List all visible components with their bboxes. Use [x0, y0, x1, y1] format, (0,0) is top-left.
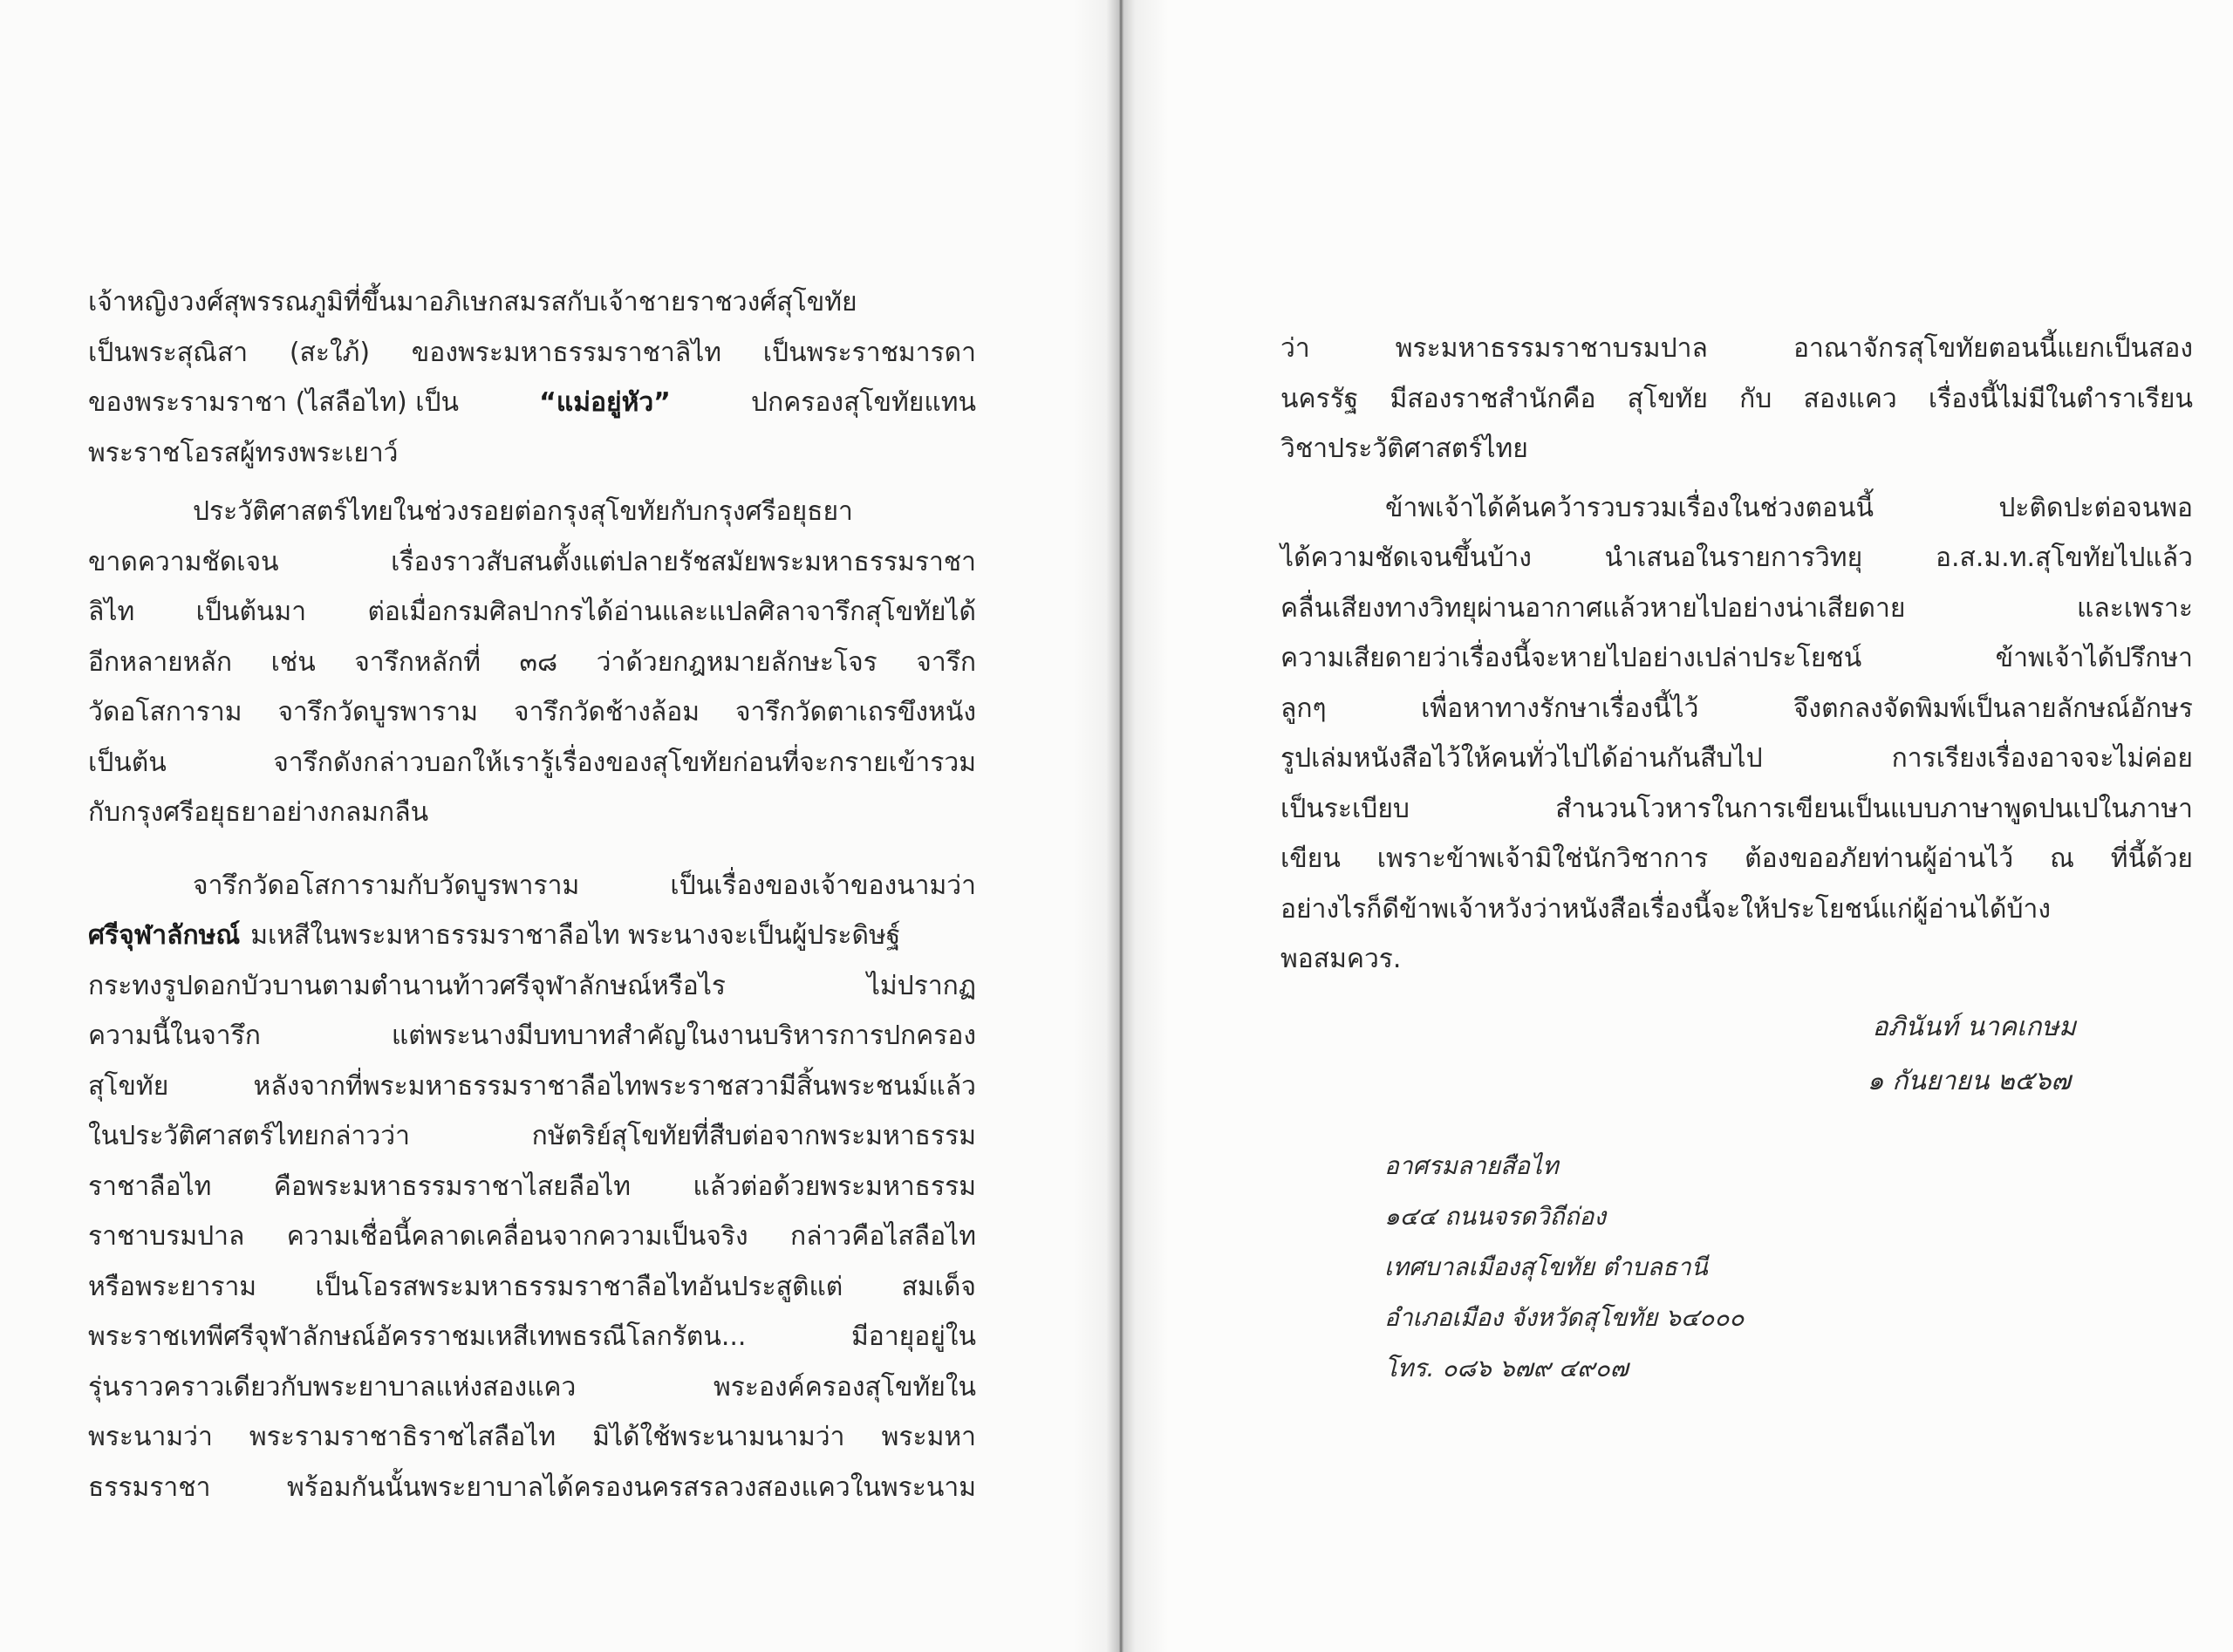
text-line: จารึกวัดอโสการามกับวัดบูรพาราม เป็นเรื่องของเจ้าของนามว่า	[193, 870, 976, 901]
text-line: รูปเล่มหนังสือไว้ให้คนทั่วไปได้อ่านกันสืบไป การเรียงเรื่องอาจจะไม่ค่อย	[1280, 743, 2193, 774]
paragraph-3	[88, 861, 976, 1513]
text-segment: ของพระรามราชา (ไสลือไท) เป็น	[88, 387, 460, 418]
paragraph-gap	[88, 838, 976, 861]
left-page-text	[88, 277, 976, 1512]
text-line: ราชาลือไท คือพระมหาธรรมราชาไสยลือไท แล้วต่อด้วยพระมหาธรรม	[88, 1171, 976, 1202]
address-line: อาศรมลายสือไท	[1384, 1151, 1559, 1180]
text-line	[88, 378, 976, 428]
text-line: ความเสียดายว่าเรื่องนี้จะหายไปอย่างเปล่าประโยชน์ ข้าพเจ้าได้ปรึกษา	[1280, 643, 2193, 673]
text-line: พระราชโอรสผู้ทรงพระเยาว์	[88, 437, 399, 468]
author-address	[1384, 1141, 1745, 1394]
text-line: ได้ความชัดเจนขึ้นบ้าง นำเสนอในรายการวิทยุ อ.ส.ม.ท.สุโขทัยไปแล้ว	[1280, 543, 2193, 573]
address-line: ๑๔๔ ถนนจรดวิถีถ่อง	[1384, 1202, 1607, 1231]
paragraph-gap	[1280, 474, 2193, 483]
text-line: เป็นต้น จารึกดังกล่าวบอกให้เรารู้เรื่องของสุโขทัยก่อนที่จะกรายเข้ารวม	[88, 747, 976, 778]
text-line: รุ่นราวคราวเดียวกับพระยาบาลแห่งสองแคว พระองค์ครองสุโขทัยใน	[88, 1371, 976, 1403]
text-segment: มเหสีในพระมหาธรรมราชาลือไท พระนางจะเป็นผู้ประดิษฐ์	[250, 920, 901, 951]
right-page-text	[1280, 324, 2193, 985]
text-line: ข้าพเจ้าได้ค้นคว้ารวบรวมเรื่องในช่วงตอนนี้ ปะติดปะต่อจนพอ	[1385, 492, 2193, 523]
text-line: คลื่นเสียงทางวิทยุผ่านอากาศแล้วหายไปอย่างน่าเสียดาย และเพราะ	[1280, 592, 2193, 624]
text-line: ประวัติศาสตร์ไทยในช่วงรอยต่อกรุงสุโขทัยกับกรุงศรีอยุธยา	[193, 496, 853, 527]
paragraph-r2	[1280, 483, 2193, 985]
text-line: นครรัฐ มีสองราชสำนักคือ สุโขทัย กับ สองแคว เรื่องนี้ไม่มีในตำราเรียน	[1280, 383, 2193, 414]
text-line: เขียน เพราะข้าพเจ้ามิใช่นักวิชาการ ต้องขออภัยท่านผู้อ่านไว้ ณ ที่นี้ด้วย	[1280, 843, 2193, 874]
book-gutter	[1073, 0, 1169, 1652]
bold-term-sri-chulalak: ศรีจุฬาลักษณ์	[88, 920, 241, 951]
text-line: พอสมควร.	[1280, 944, 1402, 974]
address-line: โทร. ๐๘๖ ๖๗๙ ๔๙๐๗	[1384, 1354, 1629, 1382]
text-line: ความนี้ในจารึก แต่พระนางมีบทบาทสำคัญในงานบริหารการปกครอง	[88, 1021, 976, 1051]
paragraph-1	[88, 277, 976, 478]
text-line: เป็นพระสุณิสา (สะใภ้) ของพระมหาธรรมราชาลิไท เป็นพระราชมารดา	[88, 337, 976, 368]
text-segment: ปกครองสุโขทัยแทน	[751, 387, 976, 418]
text-line: ว่า พระมหาธรรมราชาบรมปาล อาณาจักรสุโขทัยตอนนี้แยกเป็นสอง	[1280, 333, 2193, 364]
address-line: เทศบาลเมืองสุโขทัย ตำบลธานี	[1384, 1253, 1708, 1281]
text-line: หรือพระยาราม เป็นโอรสพระมหาธรรมราชาลือไทอันประสูติแต่ สมเด็จ	[88, 1271, 976, 1302]
text-line: ธรรมราชา พร้อมกันนั้นพระยาบาลได้ครองนครสรลวงสองแควในพระนาม	[88, 1471, 976, 1503]
bold-term-mae-yu-hua: “แม่อยู่หัว”	[539, 387, 671, 418]
text-line: เป็นระเบียบ สำนวนโวหารในการเขียนเป็นแบบภาษาพูดปนเปในภาษา	[1280, 793, 2193, 824]
text-line: กระทงรูปดอกบัวบานตามตำนานท้าวศรีจุฬาลักษณ์หรือไร ไม่ปรากฏ	[88, 970, 976, 1001]
text-line	[88, 911, 976, 961]
text-line: อย่างไรก็ดีข้าพเจ้าหวังว่าหนังสือเรื่องนี้จะให้ประโยชน์แก่ผู้อ่านได้บ้าง	[1280, 893, 2052, 925]
text-line: เจ้าหญิงวงศ์สุพรรณภูมิที่ขึ้นมาอภิเษกสมรสกับเจ้าชายราชวงศ์สุโขทัย	[88, 287, 857, 317]
text-line: พระนามว่า พระรามราชาธิราชไสลือไท มิได้ใช้พระนามนามว่า พระมหา	[88, 1422, 976, 1452]
text-line: ราชาบรมปาล ความเชื่อนี้คลาดเคลื่อนจากความเป็นจริง กล่าวคือไสลือไท	[88, 1221, 976, 1252]
text-line: วิชาประวัติศาสตร์ไทย	[1280, 433, 1528, 464]
paragraph-gap	[88, 478, 976, 487]
signature-date: ๑ กันยายน ๒๕๖๗	[1867, 1066, 2071, 1096]
text-line: พระราชเทพีศรีจุฬาลักษณ์อัครราชมเหสีเทพธรณีโลกรัตน... มีอายุอยู่ใน	[88, 1321, 976, 1352]
text-line: อีกหลายหลัก เช่น จารึกหลักที่ ๓๘ ว่าด้วยกฎหมายลักษะโจร จารึก	[88, 646, 976, 678]
text-line: ขาดความชัดเจน เรื่องราวสับสนตั้งแต่ปลายรัชสมัยพระมหาธรรมราชา	[88, 546, 976, 577]
author-signature-name: อภินันท์ นาคเกษม	[1872, 1012, 2076, 1042]
paragraph-2	[88, 487, 976, 838]
text-line: ในประวัติศาสตร์ไทยกล่าวว่า กษัตริย์สุโขทัยที่สืบต่อจากพระมหาธรรม	[88, 1121, 976, 1151]
text-line: กับกรุงศรีอยุธยาอย่างกลมกลืน	[88, 797, 429, 828]
text-line: วัดอโสการาม จารึกวัดบูรพาราม จารึกวัดช้างล้อม จารึกวัดตาเถรขึงหนัง	[88, 697, 976, 727]
address-line: อำเภอเมือง จังหวัดสุโขทัย ๖๔๐๐๐	[1384, 1303, 1745, 1332]
paragraph-r1	[1280, 324, 2193, 474]
text-line: สุโขทัย หลังจากที่พระมหาธรรมราชาลือไทพระราชสวามีสิ้นพระชนม์แล้ว	[88, 1070, 976, 1102]
text-line: ลิไท เป็นต้นมา ต่อเมื่อกรมศิลปากรได้อ่านและแปลศิลาจารึกสุโขทัยได้	[88, 597, 976, 627]
text-line: ลูกๆ เพื่อหาทางรักษาเรื่องนี้ไว้ จึงตกลงจัดพิมพ์เป็นลายลักษณ์อักษร	[1280, 693, 2193, 724]
